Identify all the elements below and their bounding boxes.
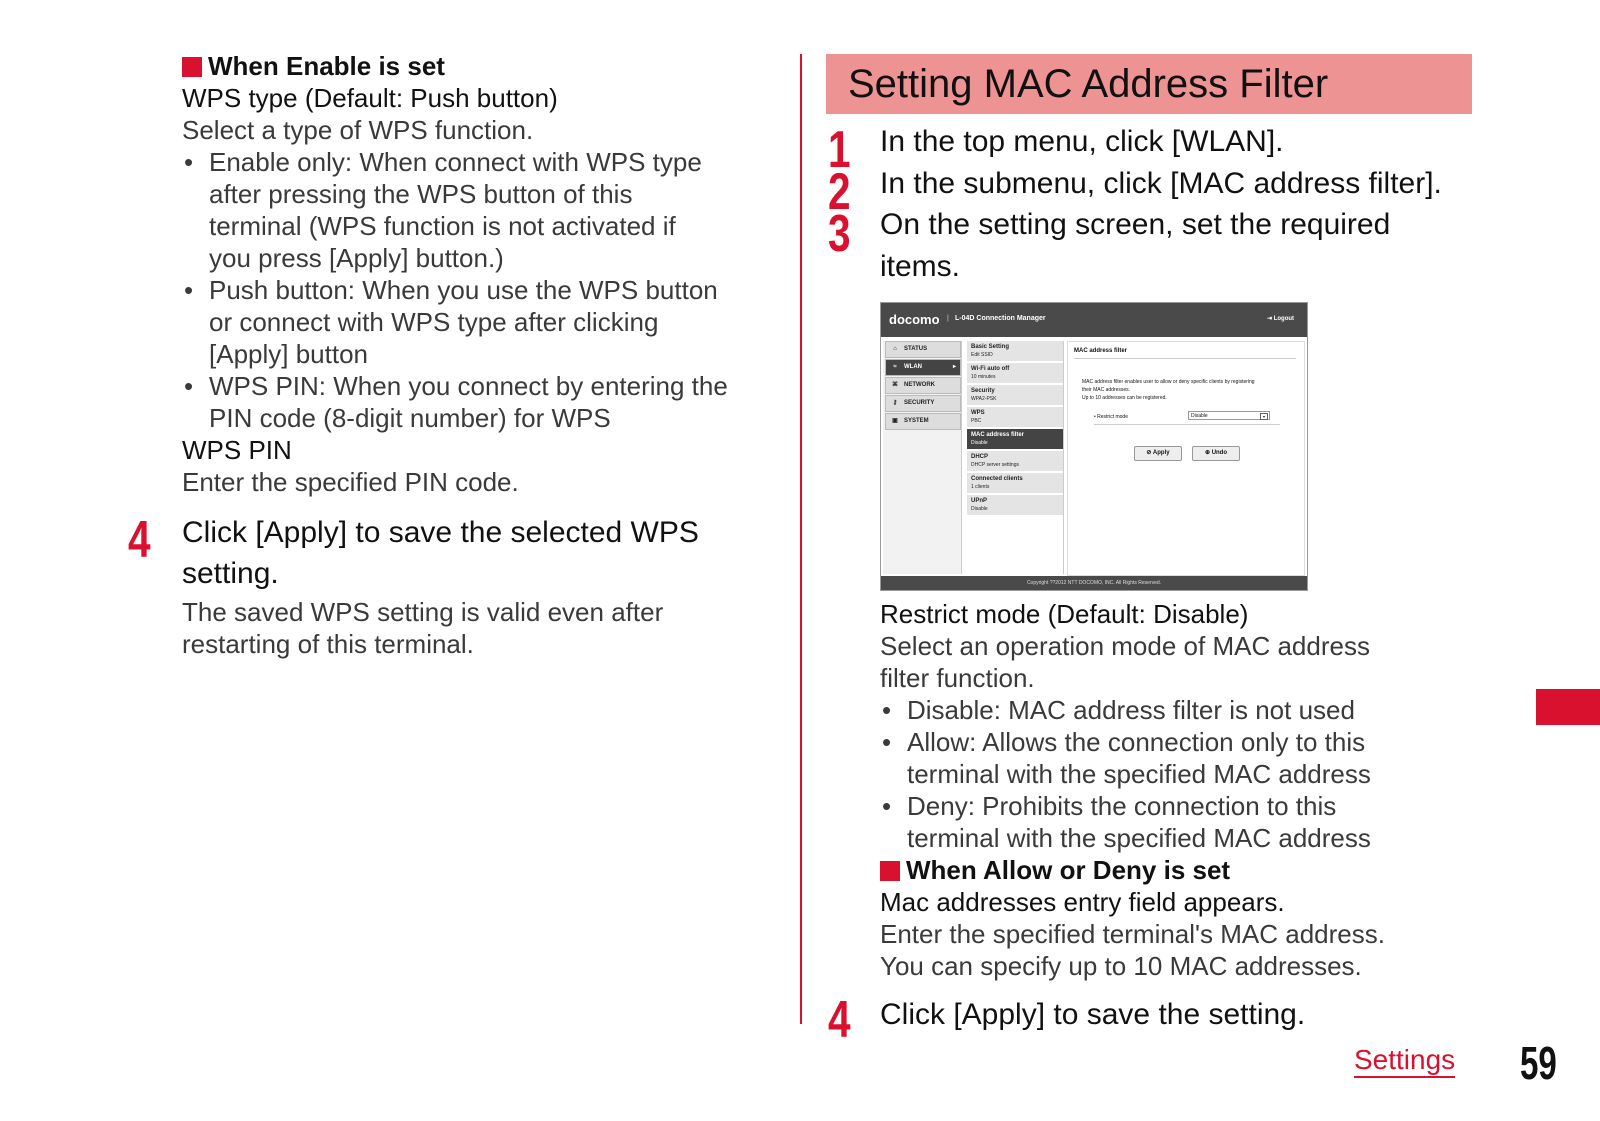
system-icon: ▣ xyxy=(892,418,898,424)
apply-button[interactable]: ⊘ Apply xyxy=(1134,446,1182,461)
list-item: Push button: When you use the WPS button or connect with WPS type after clicking [Apply] button xyxy=(209,275,718,369)
nav-security[interactable]: ⚷ SECURITY xyxy=(885,395,961,412)
step-4-number-right: 4 xyxy=(828,991,851,1049)
chevron-right-icon: ▸ xyxy=(952,364,956,370)
screenshot-content xyxy=(1067,341,1305,576)
key-icon: ⚷ xyxy=(892,400,898,406)
nav-network[interactable]: ⌘ NETWORK xyxy=(885,377,961,394)
bullet-dot: • xyxy=(184,371,194,401)
step-4-text-right: Click [Apply] to save the setting. xyxy=(880,998,1306,1031)
bullet-dot: • xyxy=(184,147,194,177)
step-4-number-left: 4 xyxy=(128,511,151,569)
list-item: Enable only: When connect with WPS type after pressing the WPS button of this terminal (WPS function is not activated if you press [Apply] button.) xyxy=(209,147,702,273)
network-icon: ⌘ xyxy=(892,382,898,388)
restrict-mode-select[interactable]: Disable ▾ xyxy=(1188,411,1270,420)
red-square-icon xyxy=(182,57,202,77)
bullet-dot: • xyxy=(882,727,892,757)
section-title-band xyxy=(826,54,1472,114)
wps-type-label: WPS type (Default: Push button) xyxy=(182,83,558,113)
wps-pin-label: WPS PIN xyxy=(182,435,292,465)
bullet-dot: • xyxy=(882,791,892,821)
list-item: Deny: Prohibits the connection to this terminal with the specified MAC address xyxy=(907,791,1371,853)
sub-security[interactable]: Security WPA2-PSK xyxy=(967,385,1063,405)
screenshot-footer: Copyright ??2012 NTT DOCOMO, INC. All Rights Reserved. xyxy=(881,576,1307,590)
step-3-text: On the setting screen, set the required xyxy=(880,208,1391,241)
screenshot-submenu xyxy=(965,341,1064,574)
mac-entry-label: Mac addresses entry field appears. xyxy=(880,887,1285,917)
router-ui-screenshot xyxy=(880,302,1308,591)
mac-entry-desc: Enter the specified terminal's MAC address. You can specify up to 10 MAC addresses. xyxy=(880,919,1385,981)
undo-button[interactable]: ⊕ Undo xyxy=(1192,446,1240,461)
sub-dhcp[interactable]: DHCP DHCP server settings xyxy=(967,451,1063,471)
logout-icon: ⇥ xyxy=(1267,316,1273,322)
step-4-text-left: Click [Apply] to save the selected WPS setting. xyxy=(182,516,699,590)
restrict-mode-heading: Restrict mode (Default: Disable) xyxy=(880,599,1249,629)
docomo-logo: docomo xyxy=(889,312,940,327)
sub-connected-clients[interactable]: Connected clients 1 clients xyxy=(967,473,1063,493)
wifi-icon: ≈ xyxy=(893,364,897,370)
step-1-number: 1 xyxy=(828,121,851,179)
screenshot-nav xyxy=(883,341,962,574)
sub-upnp[interactable]: UPnP Disable xyxy=(967,495,1063,515)
header-separator: | xyxy=(947,315,949,322)
logout-link[interactable]: ⇥ Logout xyxy=(1267,316,1295,322)
undo-icon: ⊕ xyxy=(1204,450,1211,456)
chevron-down-icon: ▾ xyxy=(1260,413,1268,420)
list-item: Allow: Allows the connection only to this terminal with the specified MAC address xyxy=(907,727,1371,789)
screenshot-header xyxy=(881,303,1307,337)
sub-wifi-auto-off[interactable]: Wi-Fi auto off 10 minutes xyxy=(967,363,1063,383)
bullet-dot: • xyxy=(882,695,892,725)
settings-section-link[interactable]: Settings xyxy=(1354,1044,1455,1078)
red-square-icon xyxy=(880,861,900,881)
home-icon: ⌂ xyxy=(893,346,897,352)
nav-system[interactable]: ▣ SYSTEM xyxy=(885,413,961,430)
step-1-text: In the top menu, click [WLAN]. xyxy=(880,125,1284,158)
app-title: L-04D Connection Manager xyxy=(955,315,1046,322)
restrict-mode-label: • Restrict mode xyxy=(1094,414,1128,420)
step-3-number: 3 xyxy=(828,205,851,263)
wps-type-desc: Select a type of WPS function. xyxy=(182,115,534,145)
heading-allow-deny: When Allow or Deny is set xyxy=(880,854,1230,886)
check-icon: ⊘ xyxy=(1146,450,1152,456)
chapter-tab xyxy=(1536,689,1600,725)
sub-wps[interactable]: WPS PBC xyxy=(967,407,1063,427)
section-title: Setting MAC Address Filter xyxy=(848,62,1329,106)
column-divider xyxy=(800,54,802,1024)
list-item: Disable: MAC address filter is not used xyxy=(907,695,1355,725)
nav-status[interactable]: ⌂ STATUS xyxy=(885,341,961,358)
wps-pin-desc: Enter the specified PIN code. xyxy=(182,467,519,497)
form-divider xyxy=(1094,424,1280,425)
step-2-number: 2 xyxy=(828,163,851,221)
sub-basic-setting[interactable]: Basic Setting Edit SSID xyxy=(967,341,1063,361)
step-2-text: In the submenu, click [MAC address filter]. xyxy=(880,167,1442,200)
heading-enable: When Enable is set xyxy=(182,50,445,82)
nav-wlan[interactable]: ≈ WLAN ▸ xyxy=(885,359,961,376)
step-4-desc-left: The saved WPS setting is valid even after restarting of this terminal. xyxy=(182,597,664,659)
page-number: 59 xyxy=(1520,1037,1557,1089)
step-3-text-cont: items. xyxy=(880,250,961,283)
list-item: WPS PIN: When you connect by entering the PIN code (8-digit number) for WPS xyxy=(209,371,728,433)
restrict-mode-desc: Select an operation mode of MAC address filter function. xyxy=(880,631,1370,693)
bullet-dot: • xyxy=(184,275,194,305)
content-desc: MAC address filter enables user to allow or deny specific clients by registering their MAC addresses. Up to 10 addresses can be registered. xyxy=(1082,379,1255,401)
content-title: MAC address filter xyxy=(1074,348,1128,354)
content-divider xyxy=(1074,358,1296,359)
sub-mac-filter[interactable]: MAC address filter Disable xyxy=(967,429,1063,449)
